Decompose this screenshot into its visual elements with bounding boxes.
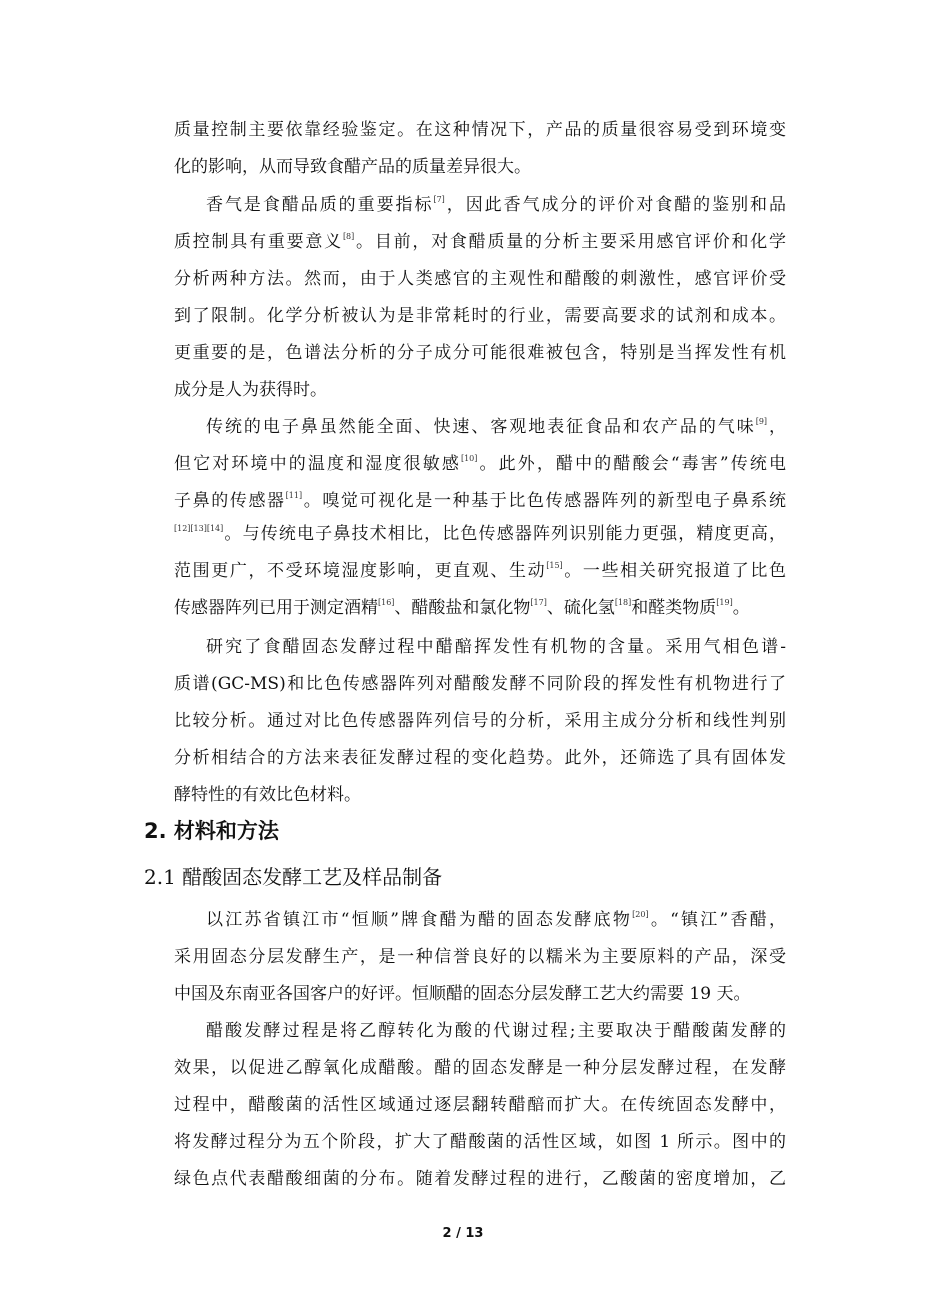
citation: [20] [632,910,649,919]
text-line: 比较分析。通过对比色传感器阵列信号的分析，采用主成分分析和线性判别 [174,711,786,731]
text-line: 酵特性的有效比色材料。 [174,785,361,805]
text-line: 分析相结合的方法来表征发酵过程的变化趋势。此外，还筛选了具有固体发 [174,748,786,768]
text-line: 采用固态分层发酵生产，是一种信誉良好的以糯米为主要原料的产品，深受 [174,947,786,967]
citation: [19] [716,598,733,607]
text-line: 范围更广，不受环境湿度影响，更直观、生动[15]。一些相关研究报道了比色 [174,561,787,581]
text-line: 更重要的是，色谱法分析的分子成分可能很难被包含，特别是当挥发性有机 [174,343,786,363]
citation: [15] [546,561,563,570]
text-line: 将发酵过程分为五个阶段，扩大了醋酸菌的活性区域，如图 1 所示。图中的 [174,1132,786,1152]
citation: [16] [378,598,395,607]
text-line: [12][13][14]。与传统电子鼻技术相比，比色传感器阵列识别能力更强，精度更高， [174,524,786,544]
text-line: 化的影响，从而导致食醋产品的质量差异很大。 [174,157,531,177]
text-line: 醋酸发酵过程是将乙醇转化为酸的代谢过程;主要取决于醋酸菌发酵的 [206,1021,786,1041]
text-line: 质控制具有重要意义[8]。目前，对食醋质量的分析主要采用感官评价和化学 [174,232,787,252]
text-line: 中国及东南亚各国客户的好评。恒顺醋的固态分层发酵工艺大约需要 19 天。 [174,984,751,1004]
text-line: 到了限制。化学分析被认为是非常耗时的行业，需要高要求的试剂和成本。 [174,306,786,326]
text-line: 研究了食醋固态发酵过程中醋醅挥发性有机物的含量。采用气相色谱- [206,637,786,657]
text-line: 过程中，醋酸菌的活性区域通过逐层翻转醋醅而扩大。在传统固态发酵中， [174,1095,786,1115]
citation: [10] [460,454,478,463]
text-line: 传感器阵列已用于测定酒精[16]、醋酸盐和氯化物[17]、硫化氢[18]和醛类物质[19]。 [174,598,750,618]
text-line: 子鼻的传感器[11]。嗅觉可视化是一种基于比色传感器阵列的新型电子鼻系统 [174,491,786,511]
section-heading: 2. 材料和方法 [144,819,279,843]
text-line: 分析两种方法。然而，由于人类感官的主观性和醋酸的刺激性，感官评价受 [174,269,786,289]
citation: [18] [614,598,632,607]
subsection-heading: 2.1 醋酸固态发酵工艺及样品制备 [144,865,443,889]
text-line: 但它对环境中的温度和湿度很敏感[10]。此外，醋中的醋酸会“毒害”传统电 [174,454,786,474]
text-line: 质谱(GC-MS)和比色传感器阵列对醋酸发酵不同阶段的挥发性有机物进行了 [174,674,786,694]
text-line: 质量控制主要依靠经验鉴定。在这种情况下，产品的质量很容易受到环境变 [174,120,786,140]
text-line: 成分是人为获得时。 [174,380,327,400]
page-number: 2 / 13 [442,1226,484,1241]
citation: [9] [755,417,768,426]
citation: [11] [285,491,303,500]
citation: [7] [433,195,445,204]
citation: [17] [530,598,547,607]
text-line: 绿色点代表醋酸细菌的分布。随着发酵过程的进行，乙酸菌的密度增加，乙 [174,1169,786,1189]
citation: [12][13][14] [174,524,224,533]
text-line: 以江苏省镇江市“恒顺”牌食醋为醋的固态发酵底物[20]。“镇江”香醋， [206,910,786,930]
text-line: 传统的电子鼻虽然能全面、快速、客观地表征食品和农产品的气味[9]， [206,417,787,437]
text-line: 效果，以促进乙醇氧化成醋酸。醋的固态发酵是一种分层发酵过程，在发酵 [174,1058,786,1078]
text-line: 香气是食醋品质的重要指标[7]，因此香气成分的评价对食醋的鉴别和品 [206,195,787,215]
citation: [8] [342,232,355,241]
